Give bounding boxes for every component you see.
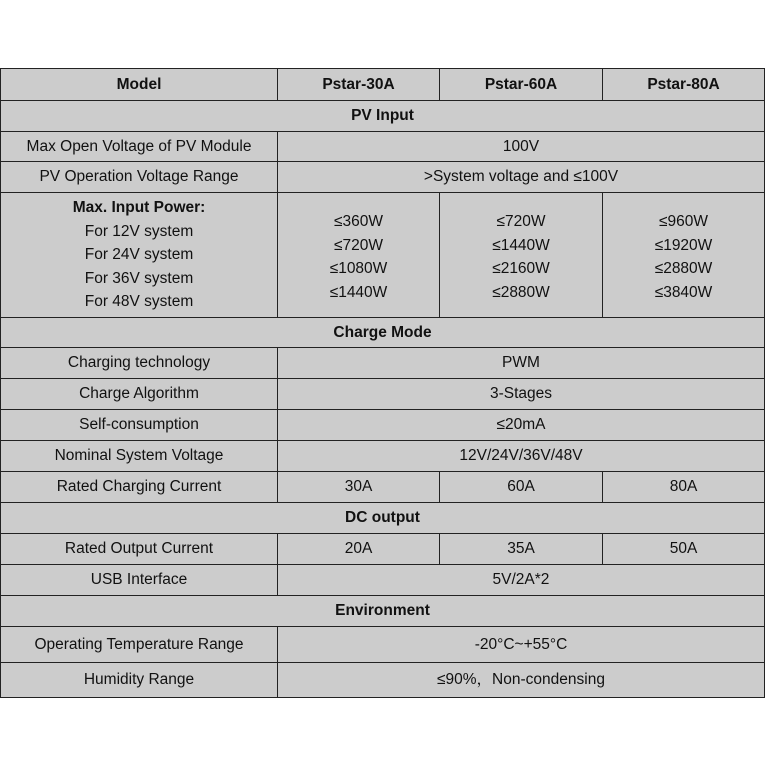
table-row xyxy=(1,348,765,379)
model-header: Model xyxy=(1,69,278,101)
table-row xyxy=(1,410,765,441)
row-label: Charge Algorithm xyxy=(1,379,278,410)
power-60a xyxy=(440,193,603,318)
row-value: 60A xyxy=(440,472,603,503)
row-label: Humidity Range xyxy=(1,663,278,698)
table-row xyxy=(1,534,765,565)
power-value: ≤360W xyxy=(334,213,383,230)
row-value: 12V/24V/36V/48V xyxy=(278,441,765,472)
row-label: PV Operation Voltage Range xyxy=(1,162,278,193)
table-row xyxy=(1,472,765,503)
row-value: PWM xyxy=(278,348,765,379)
row-value: -20°C~+55°C xyxy=(278,627,765,663)
row-value: 30A xyxy=(278,472,440,503)
header-row xyxy=(1,69,765,101)
model-80a: Pstar-80A xyxy=(603,69,765,101)
table-row xyxy=(1,565,765,596)
power-value: ≤2160W xyxy=(492,260,550,277)
row-label: Max Open Voltage of PV Module xyxy=(1,132,278,162)
power-value: ≤1440W xyxy=(329,283,388,301)
row-value: 100V xyxy=(278,132,765,162)
model-30a: Pstar-30A xyxy=(278,69,440,101)
section-charge-mode: Charge Mode xyxy=(1,318,765,348)
power-value: ≤2880W xyxy=(654,260,713,277)
row-value: 80A xyxy=(603,472,765,503)
table-row xyxy=(1,663,765,698)
table-row xyxy=(1,627,765,663)
row-label xyxy=(1,193,278,318)
table-row xyxy=(1,441,765,472)
row-value: 5V/2A*2 xyxy=(278,565,765,596)
power-value: ≤1440W xyxy=(492,236,550,254)
power-value: ≤720W xyxy=(496,213,546,230)
row-value: 3-Stages xyxy=(278,379,765,410)
power-value: ≤720W xyxy=(334,236,383,254)
row-value: ≤90%，Non-condensing xyxy=(278,663,765,698)
section-dc-output: DC output xyxy=(1,503,765,534)
row-label: USB Interface xyxy=(1,565,278,596)
row-value: 50A xyxy=(603,534,765,565)
system-label: For 48V system xyxy=(84,293,194,311)
power-value: ≤960W xyxy=(659,213,708,230)
row-value: ≤20mA xyxy=(278,410,765,441)
power-value: ≤2880W xyxy=(492,283,550,301)
row-value: 20A xyxy=(278,534,440,565)
table-row xyxy=(1,193,765,318)
row-label: Rated Output Current xyxy=(1,534,278,565)
table-row xyxy=(1,132,765,162)
row-label: Rated Charging Current xyxy=(1,472,278,503)
system-label: For 12V system xyxy=(84,222,194,240)
section-pv-input: PV Input xyxy=(1,101,765,132)
row-label: Operating Temperature Range xyxy=(1,627,278,663)
row-value: >System voltage and ≤100V xyxy=(278,162,765,193)
row-label: Charging technology xyxy=(1,348,278,379)
system-label: For 36V system xyxy=(84,269,194,287)
model-60a: Pstar-60A xyxy=(440,69,603,101)
power-80a xyxy=(603,193,765,318)
power-30a xyxy=(278,193,440,318)
power-value: ≤1080W xyxy=(329,260,388,277)
power-value: ≤3840W xyxy=(654,283,713,301)
section-environment: Environment xyxy=(1,596,765,627)
table-row xyxy=(1,379,765,410)
row-label: Nominal System Voltage xyxy=(1,441,278,472)
max-input-power-title: Max. Input Power: xyxy=(72,199,206,217)
table-row xyxy=(1,162,765,193)
row-value: 35A xyxy=(440,534,603,565)
spec-table xyxy=(0,68,765,698)
row-label: Self-consumption xyxy=(1,410,278,441)
power-value: ≤1920W xyxy=(654,236,713,254)
system-label: For 24V system xyxy=(84,246,194,264)
